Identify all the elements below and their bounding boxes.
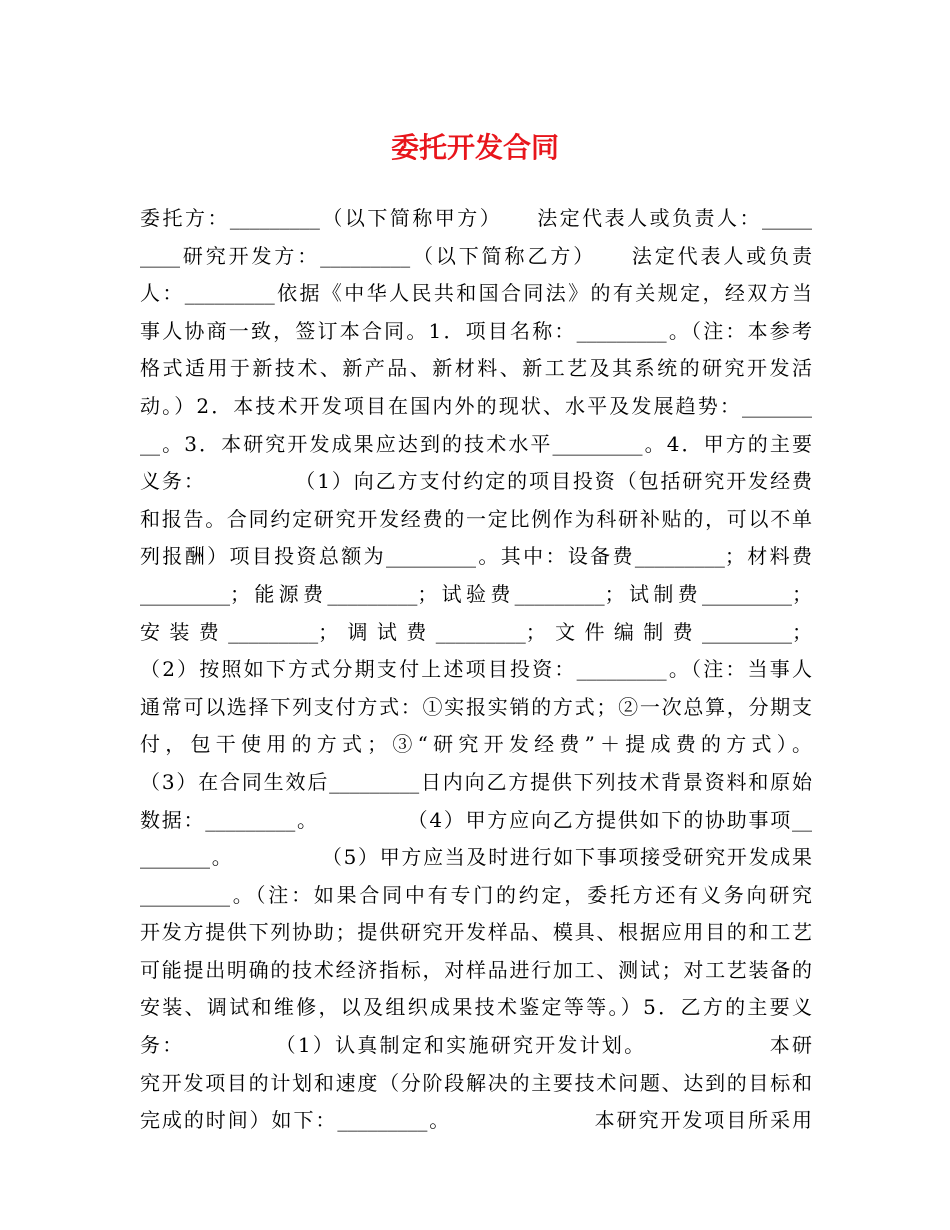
document-line: ____研究开发方：_________（以下简称乙方） 法定代表人或负责 (140, 243, 812, 268)
document-body (140, 200, 812, 1140)
document-title: 委托开发合同 (390, 131, 559, 164)
document-line: 开发方提供下列协助；提供研究开发样品、模具、根据应用目的和工艺 (140, 920, 812, 945)
document-line: 可能提出明确的技术经济指标，对样品进行加工、测试；对工艺装备的 (140, 957, 812, 982)
document-line: _________；能源费_________；试验费_________；试制费_________； (140, 581, 812, 606)
document-line: 数据：_________。 （4）甲方应向乙方提供如下的协助事项__ (140, 807, 812, 832)
document-line: 究开发项目的计划和速度（分阶段解决的主要技术问题、达到的目标和 (140, 1070, 812, 1095)
document-line: 安装、调试和维修，以及组织成果技术鉴定等等。）5．乙方的主要义 (140, 995, 812, 1020)
document-line: （3）在合同生效后_________日内向乙方提供下列技术背景资料和原始 (140, 769, 812, 794)
document-line: 完成的时间）如下：_________。 本研究开发项目所采用 (140, 1108, 812, 1133)
document-line: __。3．本研究开发成果应达到的技术水平_________。4．甲方的主要 (140, 431, 812, 456)
document-line: 义务： （1）向乙方支付约定的项目投资（包括研究开发经费 (140, 469, 812, 494)
document-line: （2）按照如下方式分期支付上述项目投资：_________。（注：当事人 (140, 657, 812, 682)
document-line: 委托方：_________（以下简称甲方） 法定代表人或负责人：_____ (140, 206, 812, 230)
document-line: _________。（注：如果合同中有专门的约定，委托方还有义务向研究 (140, 882, 812, 907)
document-line: 付，包干使用的方式；③“研究开发经费”＋提成费的方式）。 (140, 732, 812, 757)
document-line: 人：_________依据《中华人民共和国合同法》的有关规定，经双方当 (140, 281, 812, 306)
document-line: 格式适用于新技术、新产品、新材料、新工艺及其系统的研究开发活 (140, 356, 812, 381)
document-line: 务： （1）认真制定和实施研究开发计划。 本研 (140, 1033, 812, 1058)
document-line: 事人协商一致，签订本合同。1．项目名称：_________。（注：本参考 (140, 318, 812, 343)
document-line: 列报酬）项目投资总额为_________。其中：设备费_________；材料费 (140, 544, 812, 569)
document-line: 和报告。合同约定研究开发经费的一定比例作为科研补贴的，可以不单 (140, 506, 812, 531)
document-line: _______。 （5）甲方应当及时进行如下事项接受研究开发成果 (140, 845, 812, 870)
document-line: 安装费_________；调试费_________；文件编制费_________； (140, 619, 812, 644)
document-line: 动。）2．本技术开发项目在国内外的现状、水平及发展趋势：_______ (140, 393, 812, 418)
document-line: 通常可以选择下列支付方式：①实报实销的方式；②一次总算，分期支 (140, 694, 812, 719)
